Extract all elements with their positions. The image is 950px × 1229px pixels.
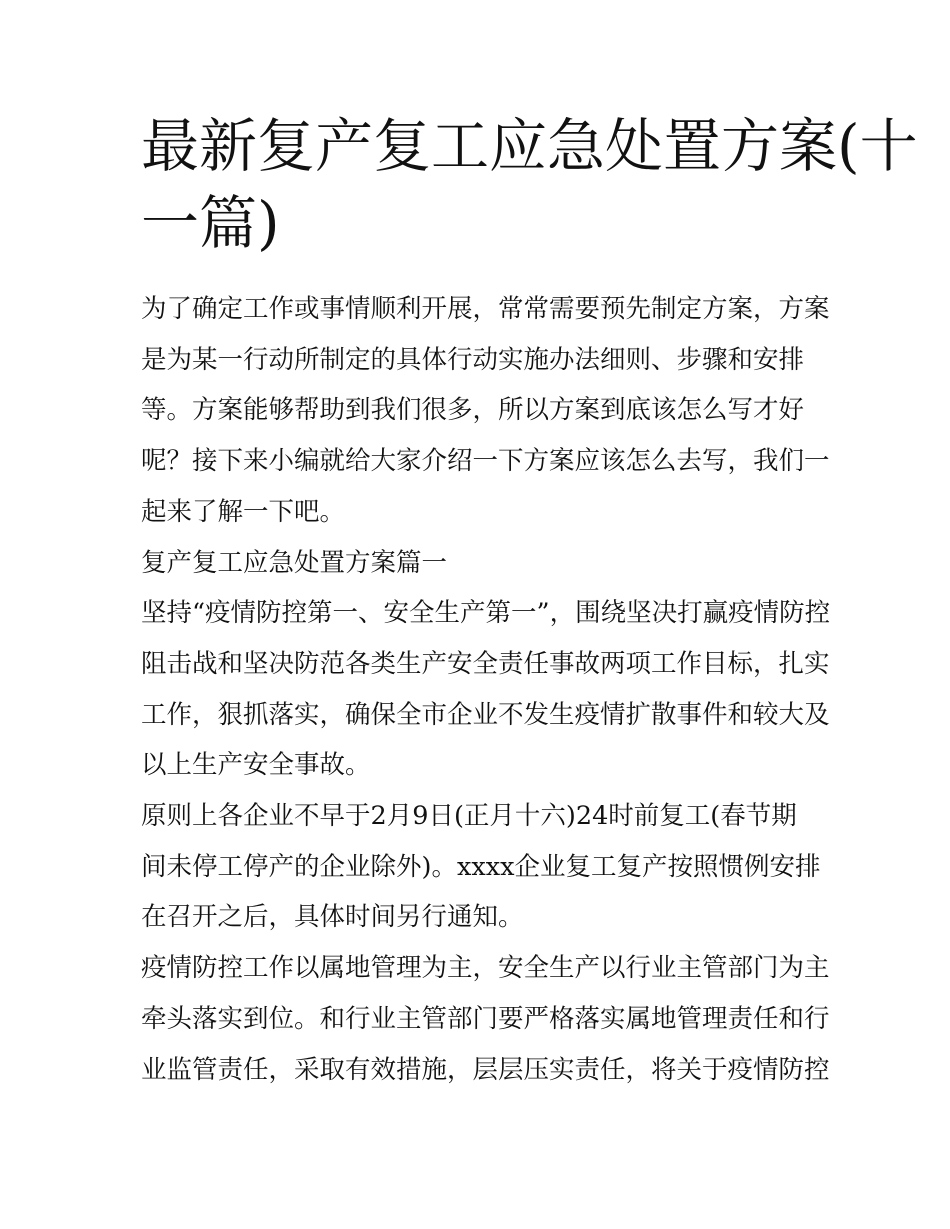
text-line: 起来了解一下吧。 [141, 496, 346, 527]
title-line: 一篇) [141, 189, 280, 257]
text-line: 为了确定工作或事情顺利开展，常常需要预先制定方案，方案 [141, 294, 830, 324]
text-line: 原则上各企业不早于2月9日(正月十六)24时前复工(春节期 [141, 801, 797, 832]
text-line: 间未停工停产的企业除外)。xxxx企业复工复产按照惯例安排 [141, 851, 821, 882]
text-line: 工作，狠抓落实，确保全市企业不发生疫情扩散事件和较大及 [141, 699, 830, 730]
section-heading: 复产复工应急处置方案篇一 [141, 547, 448, 578]
title-line: 最新复产复工应急处置方案(十 [141, 112, 918, 180]
document-title [141, 108, 918, 262]
text-line: 呢？接下来小编就给大家介绍一下方案应该怎么去写，我们一 [141, 446, 830, 477]
text-line: 牵头落实到位。和行业主管部门要严格落实属地管理责任和行 [141, 1003, 830, 1034]
paragraph-1 [141, 588, 831, 791]
paragraph-3 [141, 943, 830, 1095]
text-line: 等。方案能够帮助到我们很多，所以方案到底该怎么写才好 [141, 395, 805, 426]
text-line: 疫情防控工作以属地管理为主，安全生产以行业主管部门为主 [141, 953, 830, 984]
text-line: 业监管责任，采取有效措施，层层压实责任，将关于疫情防控 [141, 1054, 830, 1085]
intro-paragraph [141, 284, 830, 538]
paragraph-2 [141, 791, 821, 943]
text-line: 坚持“疫情防控第一、安全生产第一”，围绕坚决打赢疫情防控 [141, 598, 831, 629]
text-line: 在召开之后，具体时间另行通知。 [141, 902, 524, 933]
document-page [141, 108, 918, 1095]
text-line: 阻击战和坚决防范各类生产安全责任事故两项工作目标，扎实 [141, 648, 830, 679]
text-line: 是为某一行动所制定的具体行动实施办法细则、步骤和安排 [141, 344, 805, 375]
text-line: 以上生产安全事故。 [141, 750, 371, 781]
